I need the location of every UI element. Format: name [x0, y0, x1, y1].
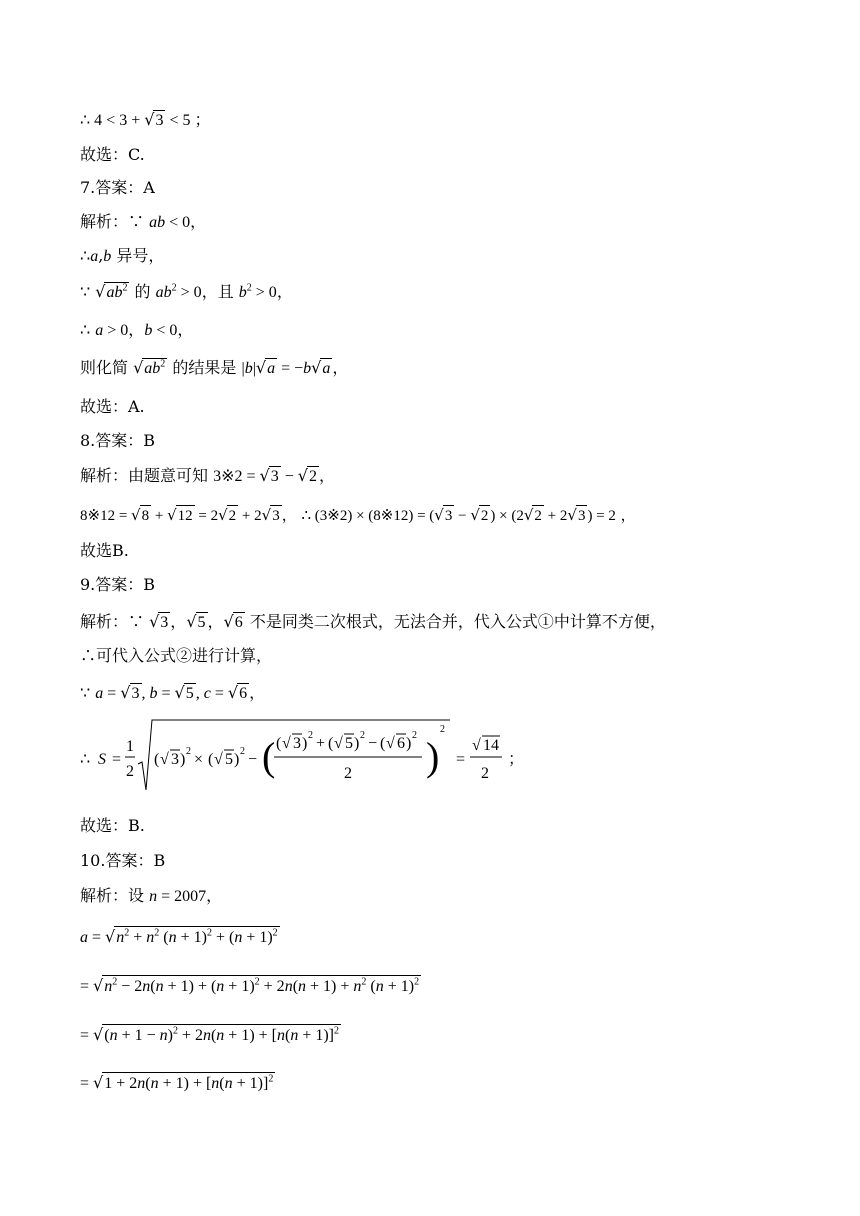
- svg-text:(: (: [154, 751, 160, 768]
- svg-text:2: 2: [360, 730, 365, 741]
- svg-text:2: 2: [126, 763, 134, 780]
- svg-text:2: 2: [440, 724, 445, 735]
- svg-text:2: 2: [186, 746, 191, 757]
- svg-text:(: (: [276, 735, 282, 752]
- line-9: 故选：A.: [80, 397, 145, 416]
- line-14: 9.答案：B: [80, 575, 156, 594]
- svg-text:5: 5: [225, 751, 233, 768]
- svg-text:(: (: [262, 734, 276, 779]
- svg-text:(: (: [328, 735, 334, 752]
- svg-text:): ): [180, 751, 186, 768]
- svg-text:+: +: [316, 735, 326, 752]
- line-25: = $√1 + 2n(n + 1) + [n(n + 1)]^2$: [80, 1073, 274, 1092]
- svg-text:−: −: [368, 735, 378, 752]
- svg-text:×: ×: [194, 751, 204, 768]
- svg-text:√: √: [334, 735, 343, 752]
- line-21: 解析：设 n = 2007，: [80, 886, 223, 905]
- line-24: = $√(n + 1 - n)^2 + 2n(n + 1) + [n(n + 1)]^2$: [80, 1025, 340, 1044]
- line-5: ∴a,b 异号，: [80, 246, 165, 265]
- svg-text:): ): [406, 735, 412, 752]
- svg-text:): ): [426, 734, 440, 779]
- svg-text:): ): [354, 735, 360, 752]
- line-19: 故选：B.: [80, 816, 145, 835]
- line-7: ∴ a > 0，b < 0，: [80, 320, 194, 339]
- svg-text:(: (: [380, 735, 386, 752]
- svg-text:(: (: [208, 751, 214, 768]
- line-2: 故选：C.: [80, 145, 145, 164]
- svg-text:1: 1: [126, 738, 134, 755]
- svg-text:=: =: [112, 751, 122, 768]
- line-10: 8.答案：B: [80, 431, 156, 450]
- line-23: = $√n^2 - 2n(n + 1) + (n + 1)^2 + 2n(n + 1) + n^2$ $(n + 1)^2$: [80, 976, 420, 995]
- svg-text:2: 2: [240, 746, 245, 757]
- svg-text:5: 5: [345, 735, 353, 752]
- svg-text:3: 3: [171, 751, 179, 768]
- svg-text:6: 6: [397, 735, 405, 752]
- svg-text:√: √: [214, 751, 223, 768]
- line-17: ∵ a = √3 , b = √5 , c = √6 ，: [80, 683, 266, 702]
- line-3: 7.答案：A: [80, 178, 155, 197]
- line-1: ∴ 4 < 3 + √3 < 5 ；: [80, 110, 211, 129]
- line-15: 解析：∵ √3 ，√5 ，√6 不是同类二次根式，无法合并，代入公式①中计算不方便，: [80, 612, 666, 631]
- svg-text:): ): [302, 735, 308, 752]
- svg-text:−: −: [248, 751, 258, 768]
- svg-text:2: 2: [481, 765, 489, 782]
- line-11: 解析：由题意可知 3※2 = √3 − √2 ，: [80, 466, 335, 485]
- svg-text:2: 2: [412, 730, 417, 741]
- line-22: $a = √n^2 + n^2$ $(n + 1)^2 + (n + 1)^2$: [80, 927, 278, 946]
- svg-text:√: √: [160, 751, 169, 768]
- svg-text:S: S: [98, 751, 106, 768]
- svg-text:2: 2: [344, 765, 352, 782]
- area-formula: [80, 718, 540, 798]
- svg-text:；: ；: [508, 751, 525, 768]
- svg-text:√: √: [282, 735, 291, 752]
- line-16: ∴可代入公式②进行计算，: [80, 646, 273, 665]
- svg-text:√: √: [472, 737, 481, 754]
- svg-text:√: √: [386, 735, 395, 752]
- svg-text:∴: ∴: [80, 751, 91, 768]
- svg-text:): ): [234, 751, 240, 768]
- svg-text:2: 2: [308, 730, 313, 741]
- svg-text:3: 3: [293, 735, 301, 752]
- svg-text:14: 14: [483, 737, 499, 754]
- svg-text:=: =: [456, 751, 466, 768]
- line-13: 故选B.: [80, 541, 129, 560]
- line-12: 8※12 = √8 + √12 = 2√2 + 2√3 ， ∴ (3※2) × (8※12) = (√3 − √2 ) × (2√2 + 2√3 ) = 2 ，: [80, 506, 636, 524]
- line-6: ∵ $√ab^2$ 的 $ab^2 > 0$，且 $b^2 > 0$，: [80, 282, 293, 301]
- line-4: 解析：∵ ab < 0，: [80, 212, 207, 231]
- line-20: 10.答案：B: [80, 851, 166, 870]
- line-8: 则化简 $√ab^2$ 的结果是 |b|√a = −b√a ，: [80, 358, 349, 377]
